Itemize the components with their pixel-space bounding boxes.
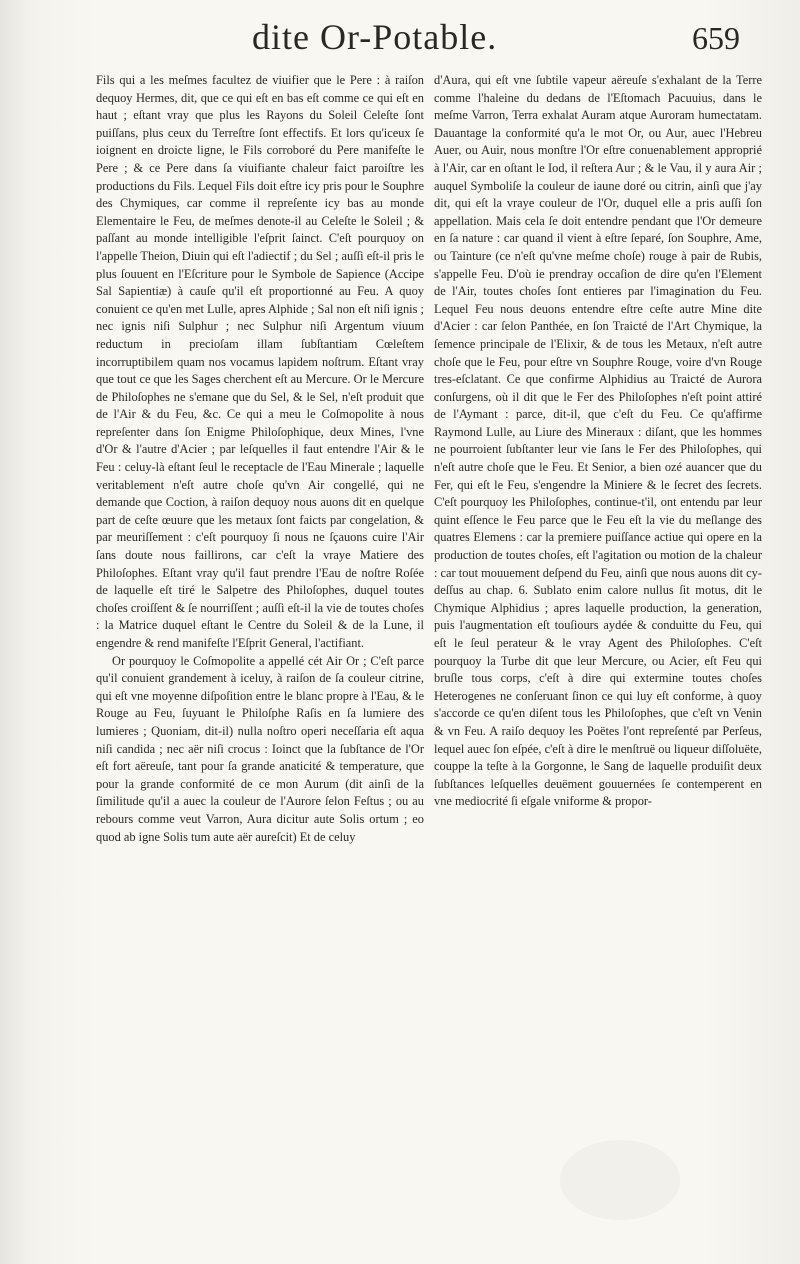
left-paragraph-1: Fils qui a les meſmes facultez de viuifier que le Pere : à raiſon dequoy Hermes, dit, que ce qui eſt en bas eſt comme ce qui eſt en haut ; eſtant vray que plus les Rayons du Soleil Celeſte ſont puiſſans, plus ceux du Terreſtre ſont effectifs. Et lors qu'iceux ſe ioignent en droicte ligne, le Fils corroboré du Pere manifeſte le Pere ; & ce Pere dans ſa viuifiante chaleur faict paroiſtre les productions du Fils. Lequel Fils doit eſtre icy pris pour le Souphre des Chymiques, car comme il repreſente icy bas au monde Elementaire le Feu, de meſmes denote-il au Celeſte le Soleil ; & paſſant au monde intelligible l'eſprit ſainct. C'eſt pourquoy on l'appelle Theion, Diuin qui eſt l'adiectif ; du Sel ; auſſi eſt-il pris le plus ſouuent en l'Eſcriture pour le Symbole de Sapience (Accipe Sal Sapientiæ) à cauſe qu'il eſt proportionné au Feu. A quoy conuient ce qu'en met Lulle, apres Alphide ; Sal non eſt niſi ignis ; nec ignis niſi Sulphur ; nec Sulphur niſi Argentum viuum reductum in precioſam illam ſubſtantiam Cœleſtem incorruptibilem quam nos vocamus lapidem noſtrum. Eſtant vray que tout ce que les Sages cherchent eſt au Mercure. Or le Mercure de Philoſophes ne s'emane que du Sel, & le Sel, n'eſt produit que de l'Air & du Feu, &c. Ce qui a meu le Coſmopolite à nous repreſenter dans ſon Enigme Philoſophique, deux Mines, l'vne d'Or & l'autre d'Acier ; par leſquelles il faut entendre l'Air & le Feu : celuy-là eſtant ſeul le receptacle de l'Eau Minerale ; laquelle veritablement n'eſt autre choſe qu'vn Air congellé, qui ne demande que Coction, à raiſon dequoy nous auons dit en quelque part de ceſte œuure que les metaux ſont faicts par congelation, & par meuriſſement : c'eſt pourquoy ſi nous ne ſçauons cuire l'Air ſans doute nous faillirons, car c'eſt la vraye Matiere des Philoſophes. Eſtant vray qu'il faut prendre l'Eau de noſtre Roſée de laquelle eſt tiré le Salpetre des Philoſophes, duquel toutes choſes croiſſent & ſe nourriſſent ; auſſi eſt-il la vie de toutes choſes : la Matrice duquel eſtant le Centre du Soleil & de la Lune, il engendre & rend manifeſte l'Eſprit General, l'actifiant. xyxy=(96,73,424,650)
right-column xyxy=(434,72,762,811)
running-head xyxy=(0,14,800,64)
page-number: 659 xyxy=(692,20,740,56)
running-title: dite Or-Potable. xyxy=(252,17,498,57)
paper-stain xyxy=(560,1140,680,1220)
right-paragraph-1: d'Aura, qui eſt vne ſubtile vapeur aëreuſe s'exhalant de la Terre comme l'haleine du dedans de l'Eſtomach Pacuuius, dans le meſme Varron, Terra exhalat Auram atque Auroram humectatam. Dauantage la conformité qu'a le mot Or, ou Aur, auec l'Hebreu Auer, ou Auir, nous monſtre l'Or eſtre conuenablement approprié à l'Air, car en oſtant le Iod, il reſtera Aur ; & le Vau, il y aura Air ; auquel Symboliſe la couleur de iaune doré ou citrin, ainſi que j'ay dit, qui eſt la vraye couleur de l'Or, duquel elle a pris auſſi ſon appellation. Mais cela ſe doit entendre pendant que l'Or demeure en ſa nature : car quand il vient à eſtre ſeparé, ſon Souphre, Ame, ou Tainture (ce n'eſt qu'vne meſme choſe) rouge à pair de Rubis, s'appelle Feu. D'où ie prendray occaſion de dire qu'en l'Element de l'Air, toutes choſes ſont entieres par l'imagination du Feu. Lequel Feu nous deuons entendre eſtre ceſte autre Mine dite d'Acier : car ſelon Panthée, en ſon Traicté de l'Art Chymique, la ſemence principale de l'Elixir, & de tous les Metaux, n'eſt autre choſe que le Feu, pour eſtre vn Souphre Rouge, voire d'vn Rouge tres-eſclatant. Ce que confirme Alphidius au Traicté de Aurora conſurgens, où il dit que le Fer des Philoſophes n'eſt point attiré de l'Aymant : parce, dit-il, que c'eſt du Feu. Ce qu'affirme Raymond Lulle, au Liure des Mineraux : diſant, que les hommes ne pourroient ſubſtanter leur vie ſans le Fer des Philoſophes, qui n'eſt autre choſe que le Feu. Et Senior, a bien ozé auancer que du Fer, qui eſt le Feu, s'engendre la Miniere & le ſecret des ſecrets. C'eſt pourquoy les Philoſophes, continue-t'il, ont entendu par leur quint eſſence le Feu parce que le Feu eſt la vie du meſlange des quatres Elemens : car la premiere puiſſance actiue qui opere en la production de toutes choſes, eſt l'agitation ou motion de la chaleur : car tout mouuement deſpend du Feu, ainſi que nous auons dit cy-deſſus au chap. 6. Sublato enim calore nullus ſit motus, dit le Chymique Alphidius ; apres laquelle production, la generation, puis l'augmentation eſt touſiours aydée & conduitte du Feu, qui eſt le ſeul perateur & le vray Agent des Philoſophes. C'eſt pourquoy la Turbe dit que leur Mercure, ou Acier, eſt Feu qui bruſle tous corps, c'eſt à dire qui extermine toutes choſes Heterogenes ne conſeruant ſinon ce qui luy eſt conforme, à quoy s'accorde ce qu'en diſent tous les Philoſophes, que c'eſt vn Venin & vn Feu. A raiſo dequoy les Poëtes l'ont repreſenté par Perſeus, lequel auec ſon eſpée, c'eſt à dire le menſtruë ou liqueur diſſoluëte, couppe la teſte à la Gorgonne, le Sang de laquelle produiſit deux ſubſtances leſquelles deuëment gouuernées ſe contemperent en vne mediocrité ſi eſgale vniforme & propor- xyxy=(434,73,762,809)
left-column xyxy=(96,72,424,846)
left-paragraph-2: Or pourquoy le Coſmopolite a appellé cét Air Or ; C'eſt parce qu'il conuient grandement à iceluy, à raiſon de ſa couleur citrine, qui eſt vne moyenne diſpoſition entre le blanc propre à l'Eau, & le Rouge au Feu, ſuyuant le Philoſphe Raſis en ſa lumiere des lumieres ; Quoniam, dit-il) nulla noſtro operi neceſſaria eſt aqua niſi candida ; nec aër niſi crocus : Ioinct que la ſubſtance de l'Or eſt fort aëreuſe, tant pour ſa grande anaticité & temperature, que pour la grande conformité de ce mon Aurum (dit ainſi de la ſimilitude qu'il a auec la couleur de l'Aurore ſelon Feſtus ; ou au rebours comme veut Varron, Aura dicitur aute Solis ortum ; eo quod ab igne Solis tum aute aër aureſcit) Et de celuy xyxy=(96,653,424,844)
page-gutter-shadow xyxy=(0,0,30,1264)
